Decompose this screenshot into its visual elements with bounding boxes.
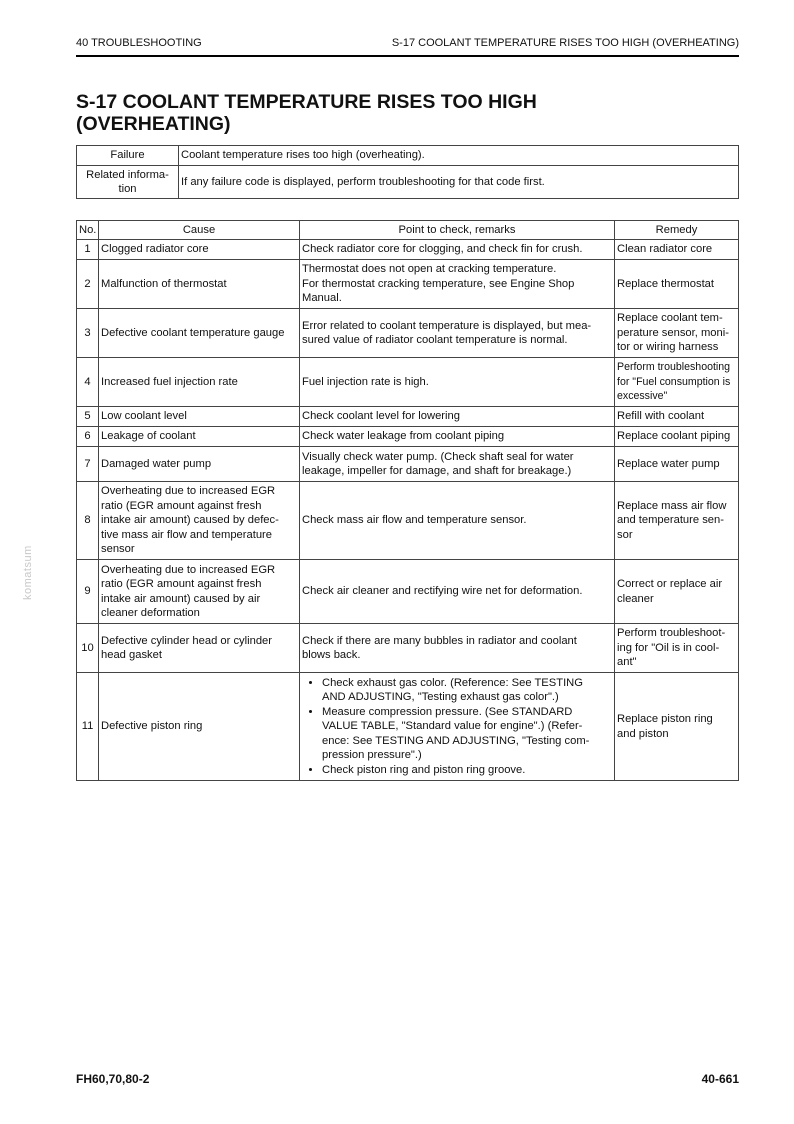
remedy-line: tor or wiring harness — [617, 341, 719, 354]
remedy-line: Replace water pump — [617, 457, 720, 470]
header-remedy: Remedy — [615, 221, 739, 240]
table-row — [77, 673, 739, 781]
row-point — [300, 309, 615, 358]
row-remedy — [615, 624, 739, 673]
failure-label: Failure — [77, 146, 179, 166]
table-header-row — [77, 221, 739, 240]
row-cause — [99, 240, 300, 260]
row-number: 5 — [77, 407, 99, 427]
remedy-line: for "Fuel consumption is — [617, 375, 731, 388]
page-title-line-1: S-17 COOLANT TEMPERATURE RISES TOO HIGH — [76, 91, 537, 113]
point-line: sured value of radiator coolant temperature is normal. — [302, 334, 568, 346]
point-line: ence: See TESTING AND ADJUSTING, "Testing com- — [322, 734, 590, 747]
table-row — [77, 407, 739, 427]
point-line: Check water leakage from coolant piping — [302, 430, 505, 443]
cause-line: Clogged radiator core — [101, 243, 209, 256]
remedy-line: ant" — [617, 656, 637, 669]
table-row — [77, 560, 739, 624]
point-line: Check radiator core for clogging, and check fin for crush. — [302, 243, 583, 256]
related-info-label-line-2: tion — [118, 183, 137, 195]
cause-line: Defective piston ring — [101, 720, 203, 733]
check-list — [302, 676, 612, 777]
related-info-value: If any failure code is displayed, perform troubleshooting for that code first. — [179, 166, 739, 199]
table-row — [77, 260, 739, 309]
related-info-label — [77, 166, 179, 199]
row-point — [300, 624, 615, 673]
header-point: Point to check, remarks — [300, 221, 615, 240]
row-number: 3 — [77, 309, 99, 358]
row-cause — [99, 260, 300, 309]
row-cause — [99, 427, 300, 447]
row-remedy — [615, 309, 739, 358]
check-list-item — [322, 763, 612, 777]
remedy-line: sor — [617, 528, 633, 541]
row-cause — [99, 447, 300, 482]
table-row — [77, 427, 739, 447]
cause-line: intake air amount) caused by air — [101, 592, 261, 605]
header-cause: Cause — [99, 221, 300, 240]
remedy-line: Correct or replace air — [617, 578, 723, 591]
point-line: Fuel injection rate is high. — [302, 375, 429, 388]
row-cause — [99, 624, 300, 673]
row-number: 1 — [77, 240, 99, 260]
remedy-line: perature sensor, moni- — [617, 326, 729, 339]
remedy-line: Replace coolant piping — [617, 430, 731, 443]
point-line: Check mass air flow and temperature sensor. — [302, 514, 527, 527]
row-point — [300, 260, 615, 309]
row-number: 10 — [77, 624, 99, 673]
row-remedy — [615, 358, 739, 407]
table-row — [77, 624, 739, 673]
check-list-item — [322, 676, 612, 705]
cause-line: ratio (EGR amount against fresh — [101, 578, 262, 591]
remedy-line: Clean radiator core — [617, 243, 713, 256]
point-line: leakage, impeller for damage, and shaft for breakage.) — [302, 465, 572, 477]
page-title — [76, 91, 696, 135]
cause-line: Malfunction of thermostat — [101, 277, 227, 290]
failure-value: Coolant temperature rises too high (overheating). — [179, 146, 739, 166]
related-info-row — [77, 166, 739, 199]
row-remedy — [615, 260, 739, 309]
remedy-line: and piston — [617, 727, 669, 740]
row-remedy — [615, 427, 739, 447]
row-point — [300, 427, 615, 447]
row-number: 4 — [77, 358, 99, 407]
row-remedy — [615, 673, 739, 781]
point-line: Check air cleaner and rectifying wire net for deformation. — [302, 585, 583, 598]
row-remedy — [615, 447, 739, 482]
row-remedy — [615, 407, 739, 427]
point-line: • Check exhaust gas color. (Reference: See TESTING — [322, 677, 583, 690]
table-row — [77, 358, 739, 407]
row-cause — [99, 560, 300, 624]
remedy-line: Perform troubleshooting — [617, 361, 731, 374]
row-point — [300, 673, 615, 781]
point-line: Check if there are many bubbles in radiator and coolant — [302, 634, 577, 647]
point-line: Visually check water pump. (Check shaft seal for water — [302, 450, 574, 463]
cause-line: Overheating due to increased EGR — [101, 485, 276, 498]
watermark: komatsum — [22, 545, 34, 600]
row-point — [300, 407, 615, 427]
row-cause — [99, 407, 300, 427]
remedy-line: and temperature sen- — [617, 514, 724, 527]
point-line: • Measure compression pressure. (See STANDARD — [322, 705, 573, 718]
point-line: blows back. — [302, 649, 361, 661]
row-cause — [99, 673, 300, 781]
remedy-line: Refill with coolant — [617, 410, 705, 423]
row-number: 8 — [77, 482, 99, 560]
row-point — [300, 482, 615, 560]
cause-line: intake air amount) caused by defec- — [101, 514, 279, 527]
cause-line: head gasket — [101, 649, 162, 661]
row-number: 7 — [77, 447, 99, 482]
cause-line: Increased fuel injection rate — [101, 375, 238, 388]
row-cause — [99, 358, 300, 407]
row-cause — [99, 482, 300, 560]
table-row — [77, 447, 739, 482]
remedy-line: ing for "Oil is in cool- — [617, 641, 720, 654]
row-number: 2 — [77, 260, 99, 309]
cause-line: tive mass air flow and temperature — [101, 528, 272, 541]
related-info-label-line-1: Related informa- — [86, 168, 169, 181]
header-topic: S-17 COOLANT TEMPERATURE RISES TOO HIGH (OVERHEATING) — [391, 37, 739, 49]
cause-line: ratio (EGR amount against fresh — [101, 499, 262, 512]
row-remedy — [615, 240, 739, 260]
check-list-item — [322, 705, 612, 763]
cause-line: cleaner deformation — [101, 606, 200, 619]
row-remedy — [615, 482, 739, 560]
row-point — [300, 358, 615, 407]
point-line: VALUE TABLE, "Standard value for engine".) (Refer- — [322, 720, 583, 733]
row-point — [300, 560, 615, 624]
remedy-line: excessive" — [617, 390, 668, 403]
remedy-line: Replace thermostat — [617, 277, 715, 290]
table-row — [77, 482, 739, 560]
cause-line: Leakage of coolant — [101, 430, 196, 443]
point-line: For thermostat cracking temperature, see Engine Shop — [302, 277, 575, 290]
point-line: • Check piston ring and piston ring groove. — [322, 763, 526, 776]
failure-row — [77, 146, 739, 166]
point-line: Thermostat does not open at cracking temperature. — [302, 263, 557, 276]
cause-line: Defective cylinder head or cylinder — [101, 634, 273, 647]
row-point — [300, 240, 615, 260]
header-no: No. — [77, 221, 99, 240]
point-line: Check coolant level for lowering — [302, 410, 460, 423]
row-number: 6 — [77, 427, 99, 447]
row-remedy — [615, 560, 739, 624]
row-number: 11 — [77, 673, 99, 781]
footer-page-number: 40-661 — [701, 1072, 739, 1086]
header-section: 40 TROUBLESHOOTING — [76, 37, 202, 49]
failure-info-table — [76, 145, 739, 199]
remedy-line: Replace coolant tem- — [617, 312, 723, 325]
remedy-line: Replace mass air flow — [617, 499, 727, 512]
cause-line: Damaged water pump — [101, 457, 212, 470]
point-line: AND ADJUSTING, "Testing exhaust gas color".) — [322, 691, 559, 704]
remedy-line: cleaner — [617, 592, 654, 605]
troubleshooting-table — [76, 220, 739, 781]
cause-line: Defective coolant temperature gauge — [101, 326, 285, 339]
table-row — [77, 240, 739, 260]
table-row — [77, 309, 739, 358]
remedy-line: Perform troubleshoot- — [617, 627, 726, 640]
footer-model: FH60,70,80-2 — [76, 1072, 150, 1086]
point-line: Manual. — [302, 292, 342, 305]
row-point — [300, 447, 615, 482]
cause-line: Overheating due to increased EGR — [101, 563, 276, 576]
point-line: Error related to coolant temperature is displayed, but mea- — [302, 319, 592, 332]
row-cause — [99, 309, 300, 358]
remedy-line: Replace piston ring — [617, 713, 713, 726]
row-number: 9 — [77, 560, 99, 624]
cause-line: sensor — [101, 543, 135, 556]
page-title-line-2: (OVERHEATING) — [76, 113, 231, 135]
cause-line: Low coolant level — [101, 410, 187, 423]
header-rule — [76, 55, 739, 57]
point-line: pression pressure".) — [322, 749, 422, 762]
